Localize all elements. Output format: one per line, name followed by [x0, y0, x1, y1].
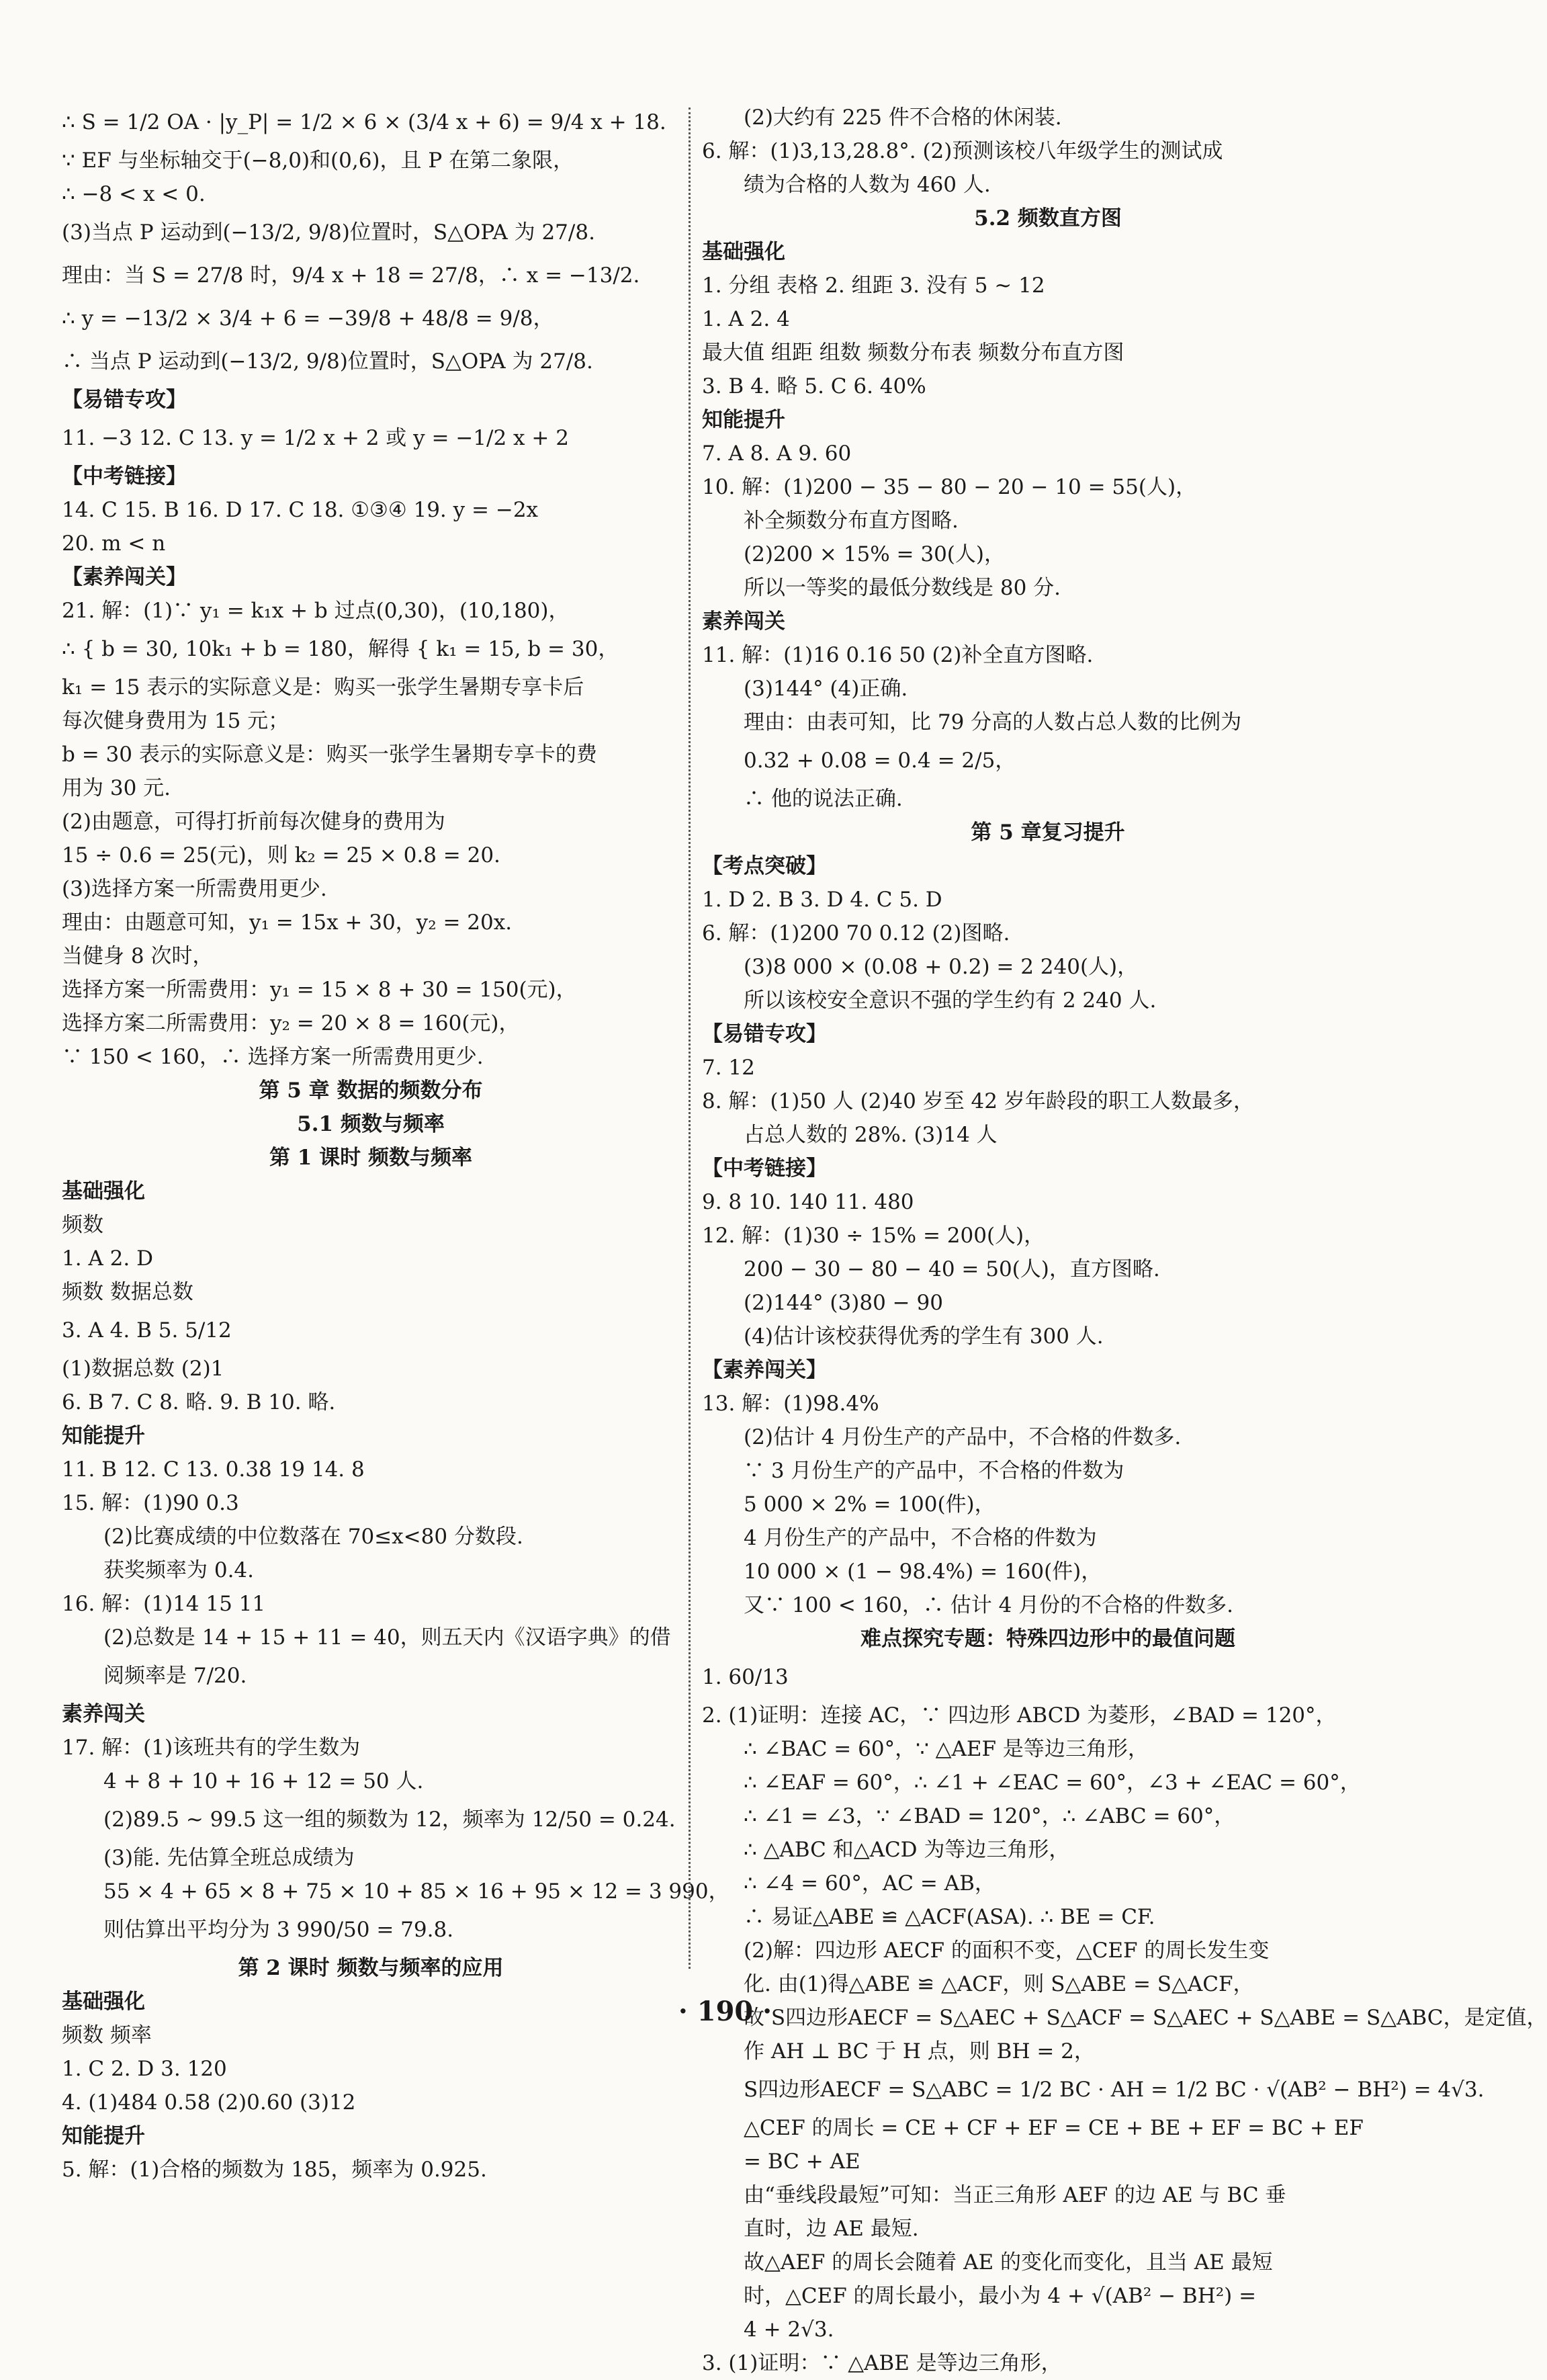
text-line: ∴ ∠BAC = 60°，∵ △AEF 是等边三角形， — [744, 1737, 1149, 1761]
text-line: 5. 解：(1)合格的频数为 185，频率为 0.925. — [62, 2158, 487, 2182]
text-line: 基础强化 — [62, 1179, 145, 1203]
text-line: 4. (1)484 0.58 (2)0.60 (3)12 — [62, 2090, 356, 2115]
text-line: 6. B 7. C 8. 略. 9. B 10. 略. — [62, 1390, 336, 1414]
text-line: (2)200 × 15% = 30(人)， — [744, 542, 1005, 566]
text-line: (2)总数是 14 + 15 + 11 = 40，则五天内《汉语字典》的借 — [103, 1625, 671, 1650]
text-line: 【考点突破】 — [702, 854, 827, 878]
text-line: ∴ 当点 P 运动到(−13/2, 9/8)位置时，S△OPA 为 27/8. — [62, 349, 593, 374]
text-line: 6. 解：(1)3,13,28.8°. (2)预测该校八年级学生的测试成 — [702, 139, 1223, 163]
text-line: 【中考链接】 — [702, 1156, 827, 1181]
text-line: 【易错专攻】 — [62, 388, 187, 412]
text-line: 第 2 课时 频数与频率的应用 — [238, 1956, 504, 1980]
text-line: 理由：由题意可知，y₁ = 15x + 30，y₂ = 20x. — [62, 910, 513, 935]
text-line: 21. 解：(1)∵ y₁ = k₁x + b 过点(0,30)，(10,180)， — [62, 599, 570, 623]
text-line: 1. 60/13 — [702, 1665, 789, 1689]
text-line: (2)解：四边形 AECF 的面积不变，△CEF 的周长发生变 — [744, 1939, 1270, 1963]
text-line: ∵ 150 < 160，∴ 选择方案一所需费用更少. — [62, 1045, 484, 1069]
text-line: 【素养闯关】 — [62, 565, 187, 589]
text-line: 5.1 频数与频率 — [297, 1112, 445, 1136]
text-line: 11. 解：(1)16 0.16 50 (2)补全直方图略. — [702, 643, 1094, 667]
text-line: 素养闯关 — [62, 1702, 145, 1726]
text-line: 4 + 8 + 10 + 16 + 12 = 50 人. — [103, 1769, 424, 1793]
text-line: 补全频数分布直方图略. — [744, 509, 959, 533]
text-line: ∴ △ABC 和△ACD 为等边三角形， — [744, 1838, 1070, 1862]
text-line: 2. (1)证明：连接 AC，∵ 四边形 ABCD 为菱形，∠BAD = 120°， — [702, 1703, 1337, 1728]
text-line: 理由：当 S = 27/8 时，9/4 x + 18 = 27/8，∴ x = −13/2. — [62, 263, 640, 288]
text-line: (3)144° (4)正确. — [744, 677, 908, 701]
text-line: 4 + 2√3. — [744, 2318, 834, 2342]
text-line: △CEF 的周长 = CE + CF + EF = CE + BE + EF = BC + EF — [744, 2116, 1364, 2140]
text-line: ∴ { b = 30, 10k₁ + b = 180，解得 { k₁ = 15, b = 30， — [62, 637, 619, 661]
text-line: 知能提升 — [62, 1424, 145, 1448]
text-line: 时，△CEF 的周长最小，最小为 4 + √(AB² − BH²) = — [744, 2284, 1257, 2308]
text-line: 频数 — [62, 1213, 103, 1237]
text-line: 频数 数据总数 — [62, 1280, 193, 1304]
text-line: 8. 解：(1)50 人 (2)40 岁至 42 岁年龄段的职工人数最多， — [702, 1089, 1254, 1113]
text-line: 11. −3 12. C 13. y = 1/2 x + 2 或 y = −1/2 x + 2 — [62, 426, 569, 450]
text-line: (4)估计该校获得优秀的学生有 300 人. — [744, 1324, 1104, 1349]
right-column — [702, 101, 1547, 2380]
text-line: 获奖频率为 0.4. — [103, 1558, 255, 1582]
text-line: 1. C 2. D 3. 120 — [62, 2057, 227, 2081]
text-line: ∴ −8 < x < 0. — [62, 182, 206, 206]
text-line: 200 − 30 − 80 − 40 = 50(人)，直方图略. — [744, 1257, 1160, 1281]
text-line: 5.2 频数直方图 — [974, 206, 1122, 230]
text-line: ∴ ∠4 = 60°，AC = AB， — [744, 1871, 996, 1896]
text-line: (2)由题意，可得打折前每次健身的费用为 — [62, 810, 445, 834]
text-line: 则估算出平均分为 3 990/50 = 79.8. — [103, 1918, 454, 1942]
text-line: 10 000 × (1 − 98.4%) = 160(件)， — [744, 1560, 1102, 1584]
text-line: 故 S四边形AECF = S△AEC + S△ACF = S△AEC + S△ABE = S△ABC，是定值， — [744, 2006, 1547, 2030]
text-line: (2)比赛成绩的中位数落在 70≤x<80 分数段. — [103, 1525, 523, 1549]
text-line: (2)89.5 ~ 99.5 这一组的频数为 12，频率为 12/50 = 0.24. — [103, 1808, 676, 1832]
text-line: 1. 分组 表格 2. 组距 3. 没有 5 ~ 12 — [702, 273, 1045, 298]
text-line: ∴ S = 1/2 OA · |y_P| = 1/2 × 6 × (3/4 x + 6) = 9/4 x + 18. — [62, 110, 666, 134]
text-line: 素养闯关 — [702, 609, 785, 634]
text-line: 难点探究专题：特殊四边形中的最值问题 — [860, 1627, 1235, 1651]
text-line: 12. 解：(1)30 ÷ 15% = 200(人)， — [702, 1224, 1045, 1248]
text-line: (3)8 000 × (0.08 + 0.2) = 2 240(人)， — [744, 955, 1139, 979]
text-line: 绩为合格的人数为 460 人. — [744, 173, 991, 197]
text-line: 【中考链接】 — [62, 464, 187, 488]
text-line: ∵ EF 与坐标轴交于(−8,0)和(0,6)，且 P 在第二象限， — [62, 148, 574, 173]
text-line: 第 1 课时 频数与频率 — [269, 1146, 472, 1170]
text-line: 1. A 2. D — [62, 1246, 153, 1271]
page-number: · 190 · — [678, 1996, 772, 2027]
text-line: ∵ 3 月份生产的产品中，不合格的件数为 — [744, 1459, 1124, 1483]
text-line: 所以该校安全意识不强的学生约有 2 240 人. — [744, 988, 1157, 1013]
text-line: 55 × 4 + 65 × 8 + 75 × 10 + 85 × 16 + 95 × 12 = 3 990， — [103, 1879, 730, 1904]
text-line: 6. 解：(1)200 70 0.12 (2)图略. — [702, 921, 1010, 945]
text-line: 知能提升 — [62, 2124, 145, 2148]
text-line: 9. 8 10. 140 11. 480 — [702, 1190, 914, 1214]
text-line: 最大值 组距 组数 频数分布表 频数分布直方图 — [702, 341, 1124, 365]
text-line: 理由：由表可知，比 79 分高的人数占总人数的比例为 — [744, 710, 1242, 734]
text-line: 阅频率是 7/20. — [103, 1664, 247, 1688]
text-line: 15 ÷ 0.6 = 25(元)，则 k₂ = 25 × 0.8 = 20. — [62, 843, 500, 867]
text-line: = BC + AE — [744, 2150, 860, 2174]
text-line: 0.32 + 0.08 = 0.4 = 2/5， — [744, 749, 1016, 773]
text-line: 知能提升 — [702, 408, 785, 432]
text-line: 当健身 8 次时， — [62, 944, 214, 968]
text-line: (3)能. 先估算全班总成绩为 — [103, 1846, 355, 1870]
text-line: 选择方案二所需费用：y₂ = 20 × 8 = 160(元)， — [62, 1011, 520, 1035]
text-line: ∴ y = −13/2 × 3/4 + 6 = −39/8 + 48/8 = 9/8， — [62, 306, 554, 331]
text-line: 16. 解：(1)14 15 11 — [62, 1592, 266, 1616]
text-line: ∴ 他的说法正确. — [744, 787, 903, 811]
text-line: 占总人数的 28%. (3)14 人 — [744, 1123, 998, 1147]
text-line: (1)数据总数 (2)1 — [62, 1357, 224, 1381]
text-line: 13. 解：(1)98.4% — [702, 1392, 879, 1416]
text-line: 7. 12 — [702, 1056, 755, 1080]
text-line: 由“垂线段最短”可知：当正三角形 AEF 的边 AE 与 BC 垂 — [744, 2183, 1286, 2207]
text-line: 用为 30 元. — [62, 776, 171, 800]
text-line: 4 月份生产的产品中，不合格的件数为 — [744, 1526, 1097, 1550]
text-line: 3. (1)证明：∵ △ABE 是等边三角形， — [702, 2351, 1062, 2375]
text-line: 直时，边 AE 最短. — [744, 2217, 919, 2241]
text-line: 5 000 × 2% = 100(件)， — [744, 1492, 996, 1517]
text-line: 又∵ 100 < 160，∴ 估计 4 月份的不合格的件数多. — [744, 1593, 1234, 1617]
text-line: 3. A 4. B 5. 5/12 — [62, 1318, 232, 1343]
text-line: 3. B 4. 略 5. C 6. 40% — [702, 374, 926, 398]
text-line: 第 5 章复习提升 — [971, 820, 1125, 845]
text-line: 【素养闯关】 — [702, 1358, 827, 1382]
text-line: 故△AEF 的周长会随着 AE 的变化而变化，且当 AE 最短 — [744, 2250, 1273, 2275]
text-line: 作 AH ⊥ BC 于 H 点，则 BH = 2， — [744, 2039, 1095, 2064]
text-line: 11. B 12. C 13. 0.38 19 14. 8 — [62, 1457, 365, 1482]
text-line: ∴ 易证△ABE ≌ △ACF(ASA). ∴ BE = CF. — [744, 1905, 1155, 1929]
text-line: 第 5 章 数据的频数分布 — [259, 1078, 483, 1103]
text-line: 基础强化 — [702, 240, 785, 264]
text-line: b = 30 表示的实际意义是：购买一张学生暑期专享卡的费 — [62, 742, 597, 767]
text-line: (2)大约有 225 件不合格的休闲装. — [744, 105, 1062, 130]
text-line: (3)当点 P 运动到(−13/2, 9/8)位置时，S△OPA 为 27/8. — [62, 220, 595, 245]
text-line: 每次健身费用为 15 元； — [62, 709, 290, 733]
text-line: 1. A 2. 4 — [702, 307, 790, 331]
text-line: 1. D 2. B 3. D 4. C 5. D — [702, 888, 942, 912]
text-line: 7. A 8. A 9. 60 — [702, 441, 852, 466]
text-line: S四边形AECF = S△ABC = 1/2 BC · AH = 1/2 BC · √(AB² − BH²) = 4√3. — [744, 2078, 1485, 2102]
text-line: ∴ ∠1 = ∠3，∵ ∠BAD = 120°，∴ ∠ABC = 60°， — [744, 1804, 1235, 1828]
text-line: (2)144° (3)80 − 90 — [744, 1291, 943, 1315]
text-line: 基础强化 — [62, 1990, 145, 2014]
text-line: 化. 由(1)得△ABE ≌ △ACF，则 S△ABE = S△ACF， — [744, 1972, 1254, 1996]
text-line: 频数 频率 — [62, 2023, 152, 2047]
text-line: 【易错专攻】 — [702, 1022, 827, 1046]
text-line: 17. 解：(1)该班共有的学生数为 — [62, 1736, 361, 1760]
text-line: 10. 解：(1)200 − 35 − 80 − 20 − 10 = 55(人)， — [702, 475, 1197, 499]
text-line: ∴ ∠EAF = 60°，∴ ∠1 + ∠EAC = 60°，∠3 + ∠EAC = 60°， — [744, 1771, 1361, 1795]
text-line: k₁ = 15 表示的实际意义是：购买一张学生暑期专享卡后 — [62, 675, 584, 699]
text-line: 选择方案一所需费用：y₁ = 15 × 8 + 30 = 150(元)， — [62, 978, 577, 1002]
text-line: 20. m < n — [62, 532, 166, 556]
text-line: (3)选择方案一所需费用更少. — [62, 877, 327, 901]
column-divider — [689, 108, 691, 1969]
text-line: (2)估计 4 月份生产的产品中，不合格的件数多. — [744, 1425, 1182, 1449]
text-line: 14. C 15. B 16. D 17. C 18. ①③④ 19. y = −2x — [62, 498, 539, 522]
text-line: 所以一等奖的最低分数线是 80 分. — [744, 576, 1061, 600]
text-line: 15. 解：(1)90 0.3 — [62, 1491, 239, 1515]
